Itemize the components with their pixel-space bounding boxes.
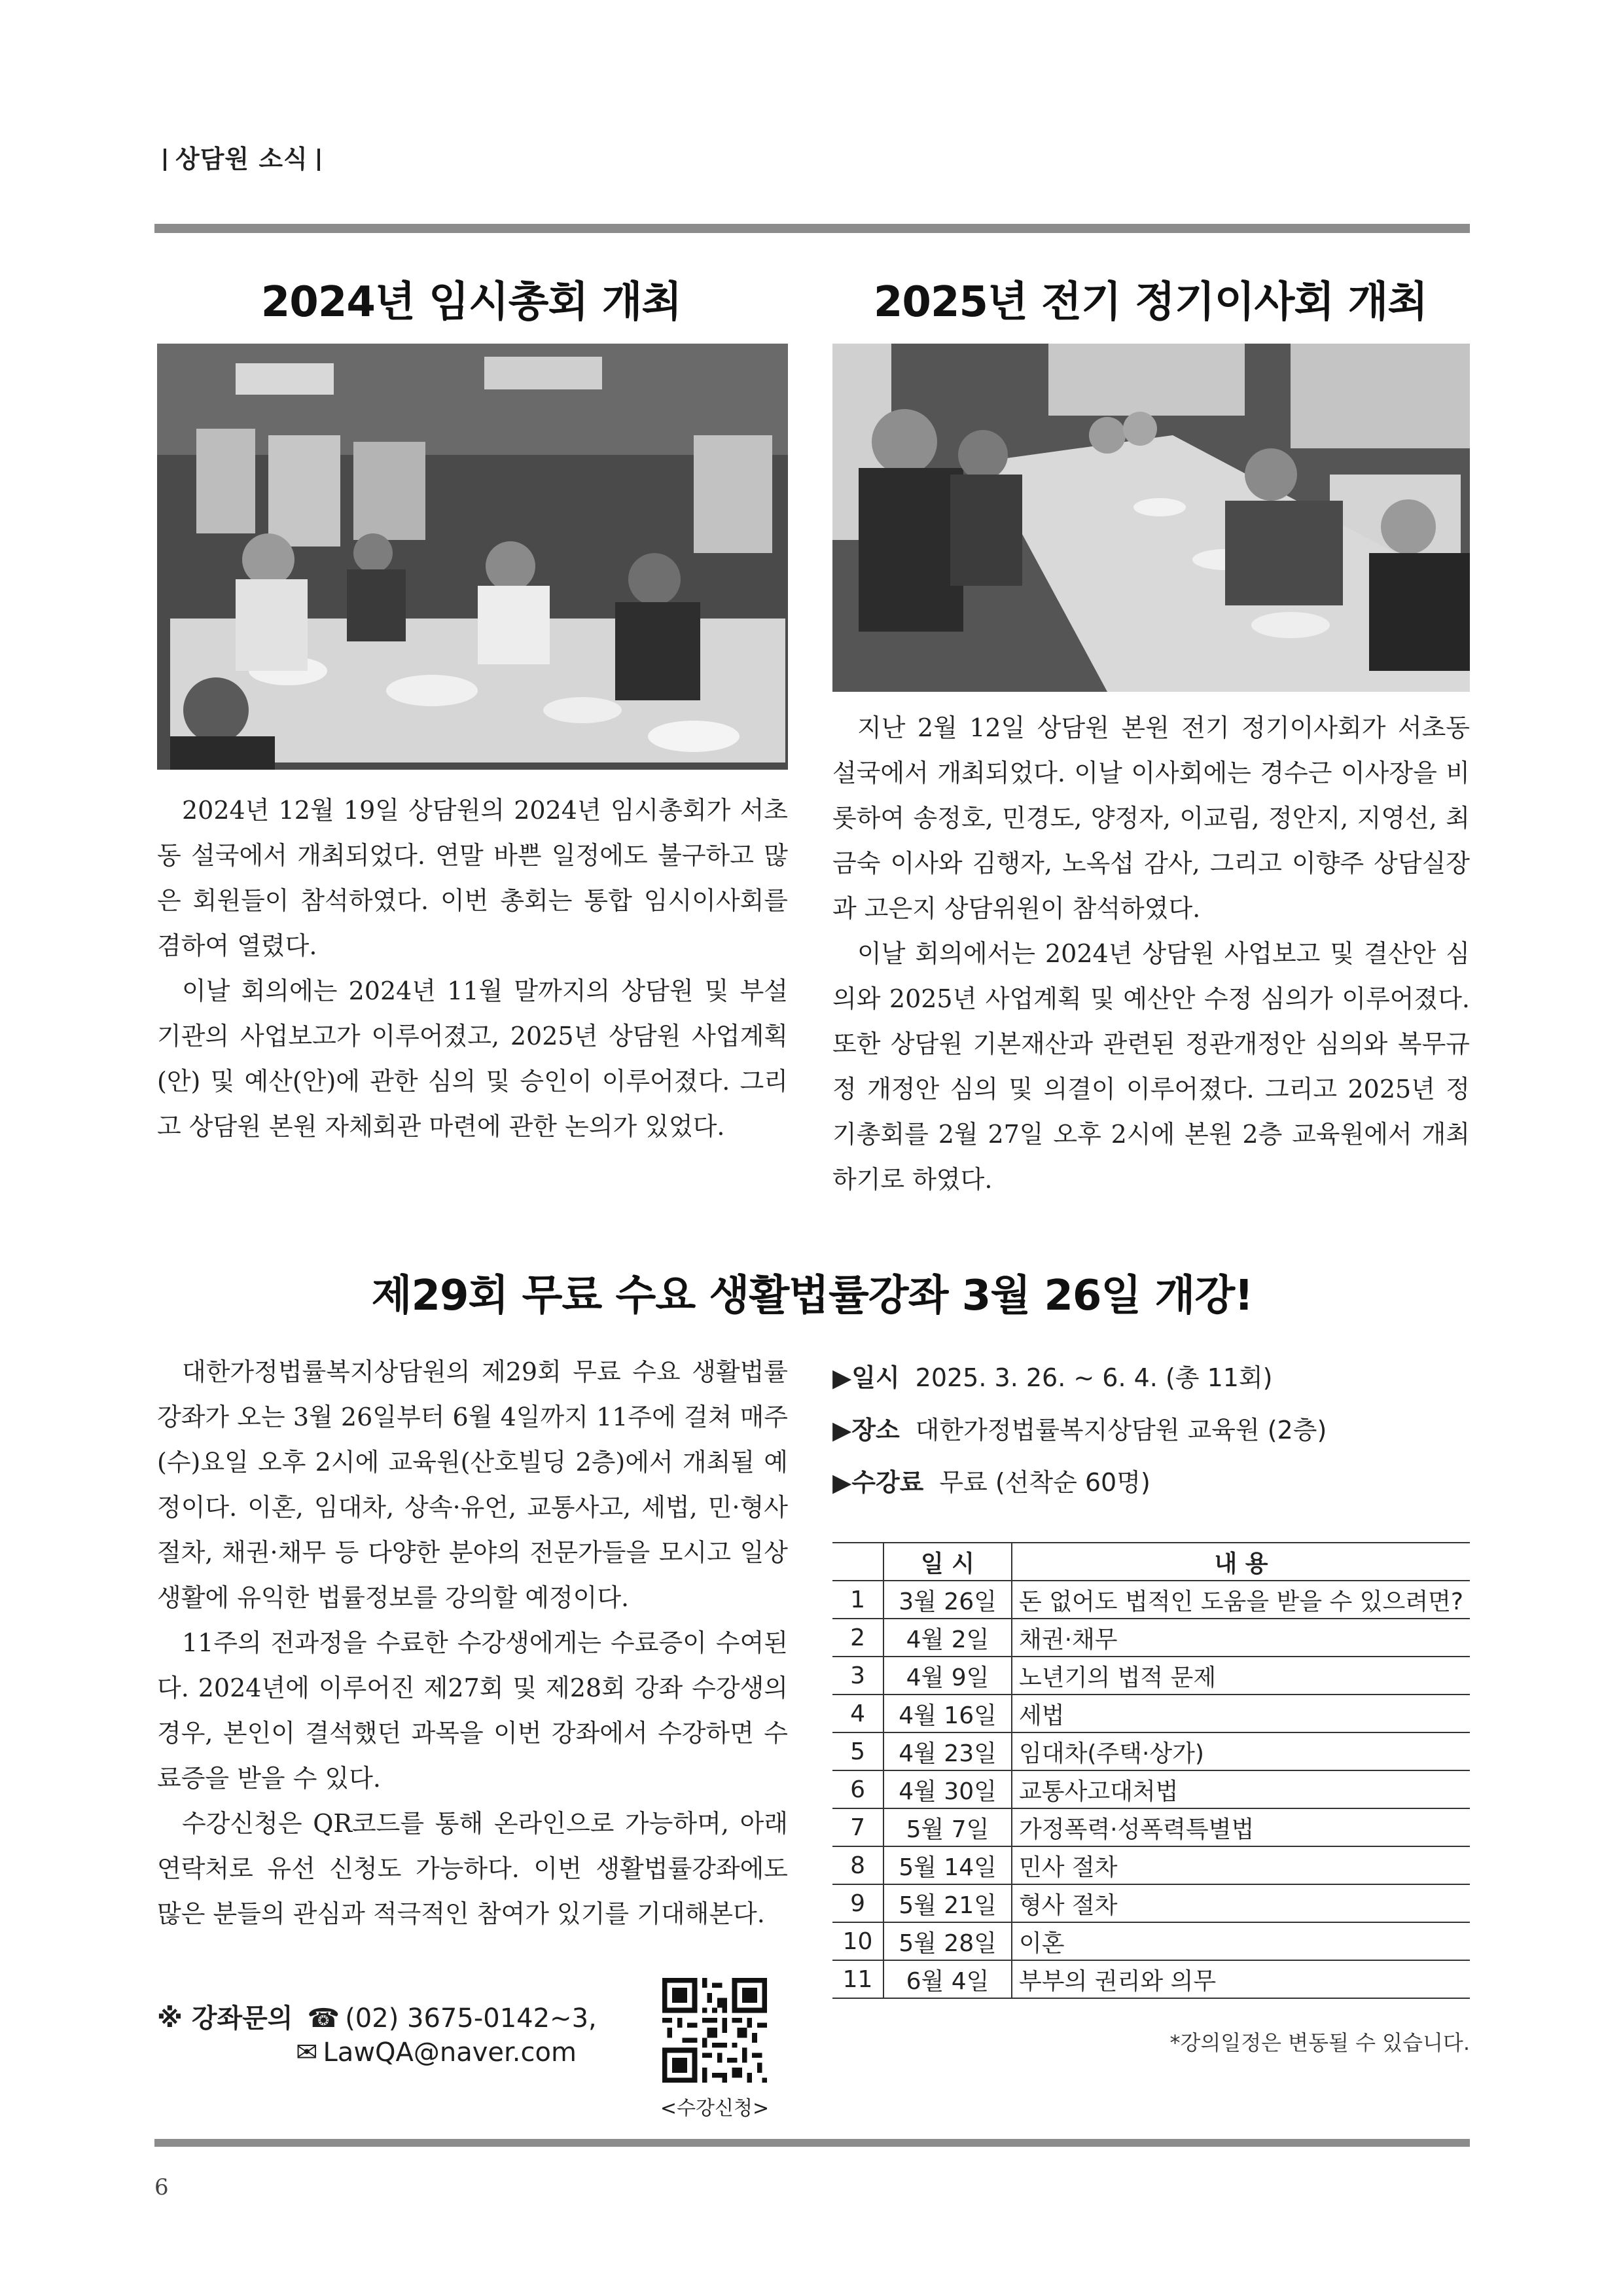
row-date: 4월 2일 [883, 1619, 1012, 1657]
row-topic: 임대차(주택·상가) [1012, 1732, 1470, 1770]
info-fee-label: 수강료 [851, 1468, 924, 1497]
row-date: 5월 21일 [883, 1884, 1012, 1922]
row-no: 9 [832, 1884, 883, 1922]
row-no: 11 [832, 1960, 883, 1998]
triangle-icon: ▶ [832, 1468, 852, 1497]
table-row [832, 1960, 1470, 1998]
article-right-body [832, 706, 1470, 1202]
row-date: 4월 16일 [883, 1695, 1012, 1732]
table-row [832, 1732, 1470, 1770]
section-label-text: 상담원 소식 [175, 145, 308, 173]
row-date: 4월 23일 [883, 1732, 1012, 1770]
table-row [832, 1581, 1470, 1619]
info-date [832, 1361, 1272, 1394]
contact-email: LawQA@naver.com [323, 2037, 577, 2068]
triangle-icon: ▶ [832, 1416, 852, 1444]
qr-caption: <수강신청> [660, 2097, 770, 2120]
lecture-paragraph: 11주의 전과정을 수료한 수강생에게는 수료증이 수여된다. 2024년에 이루어진 제27회 및 제28회 강좌 수강생의 경우, 본인이 결석했던 과목을 이번 강좌에서 수강하면 수료증을 받을 수 있다. [157, 1628, 788, 1793]
schedule-header-no [832, 1543, 883, 1581]
contact-label: ※ 강좌문의 [157, 2003, 293, 2034]
row-no: 1 [832, 1581, 883, 1619]
row-no: 2 [832, 1619, 883, 1657]
schedule-header-date: 일 시 [883, 1543, 1012, 1581]
row-topic: 채권·채무 [1012, 1619, 1470, 1657]
row-no: 4 [832, 1695, 883, 1732]
info-date-value: 2025. 3. 26. ~ 6. 4. (총 11회) [915, 1363, 1273, 1392]
contact-email-line [296, 2037, 577, 2068]
row-topic: 교통사고대처법 [1012, 1770, 1470, 1808]
row-date: 3월 26일 [883, 1581, 1012, 1619]
row-date: 4월 9일 [883, 1657, 1012, 1695]
photo-board-meeting [832, 344, 1470, 692]
schedule-table [832, 1542, 1470, 1999]
table-row [832, 1770, 1470, 1808]
table-row [832, 1846, 1470, 1884]
lecture-paragraph: 수강신청은 QR코드를 통해 온라인으로 가능하며, 아래 연락처로 유선 신청도 가능하다. 이번 생활법률강좌에도 많은 분들의 관심과 적극적인 참여가 있기를 기대해본다. [157, 1809, 788, 1928]
lecture-title: 제29회 무료 수요 생활법률강좌 3월 26일 개강! [371, 1272, 1253, 1320]
row-topic: 이혼 [1012, 1922, 1470, 1960]
article-left-paragraph: 이날 회의에는 2024년 11월 말까지의 상담원 및 부설기관의 사업보고가 이루어졌고, 2025년 상담원 사업계획(안) 및 예산(안)에 관한 심의 및 승인이 이루어졌다. 그리고 상담원 본원 자체회관 마련에 관한 논의가 있었다. [157, 977, 788, 1141]
row-date: 5월 14일 [883, 1846, 1012, 1884]
section-label [154, 139, 329, 175]
phone-icon: ☎ [307, 2003, 340, 2034]
info-fee-value: 무료 (선착순 60명) [939, 1468, 1150, 1497]
lecture-paragraph: 대한가정법률복지상담원의 제29회 무료 수요 생활법률강좌가 오는 3월 26일부터 6월 4일까지 11주에 걸쳐 매주 (수)요일 오후 2시에 교육원(산호빌딩 2층)에서 개최될 예정이다. 이혼, 임대차, 상속·유언, 교통사고, 세법, 민·형사절차, 채권·채무 등 다양한 분야의 전문가들을 모시고 일상생활에 유익한 법률정보를 강의할 예정이다. [157, 1357, 788, 1612]
schedule-header-row [832, 1543, 1470, 1581]
table-row [832, 1619, 1470, 1657]
row-no: 6 [832, 1770, 883, 1808]
row-topic: 부부의 권리와 의무 [1012, 1960, 1470, 1998]
schedule-header-topic: 내 용 [1012, 1543, 1470, 1581]
photo-general-meeting [157, 344, 788, 770]
row-date: 6월 4일 [883, 1960, 1012, 1998]
contact-phone-line [157, 1998, 597, 2035]
row-date: 5월 7일 [883, 1808, 1012, 1846]
row-no: 10 [832, 1922, 883, 1960]
schedule-note: *강의일정은 변동될 수 있습니다. [1169, 2030, 1470, 2055]
info-place-value: 대한가정법률복지상담원 교육원 (2층) [915, 1416, 1327, 1444]
info-fee [832, 1466, 1150, 1499]
lecture-body [157, 1350, 788, 1937]
row-date: 5월 28일 [883, 1922, 1012, 1960]
top-rule [154, 224, 1470, 233]
page-number: 6 [154, 2174, 169, 2200]
table-row [832, 1922, 1470, 1960]
row-no: 7 [832, 1808, 883, 1846]
article-left-paragraph: 2024년 12월 19일 상담원의 2024년 임시총회가 서초동 설국에서 개최되었다. 연말 바쁜 일정에도 불구하고 많은 회원들이 참석하였다. 이번 총회는 통합 임시이사회를 겸하여 열렸다. [157, 796, 788, 960]
article-right-paragraph: 지난 2월 12일 상담원 본원 전기 정기이사회가 서초동 설국에서 개최되었다. 이날 이사회에는 경수근 이사장을 비롯하여 송정호, 민경도, 양정자, 이교림, 정안지, 지영선, 최금숙 이사와 김행자, 노옥섭 감사, 그리고 이향주 상담실장과 고은지 상담위원이 참석하였다. [832, 713, 1470, 923]
article-right-paragraph: 이날 회의에서는 2024년 상담원 사업보고 및 결산안 심의와 2025년 사업계획 및 예산안 수정 심의가 이루어졌다. 또한 상담원 기본재산과 관련된 정관개정안 심의와 복무규정 개정안 심의 및 의결이 이루어졌다. 그리고 2025년 정기총회를 2월 27일 오후 2시에 본원 2층 교육원에서 개최하기로 하였다. [832, 939, 1470, 1194]
info-place [832, 1414, 1327, 1446]
row-no: 3 [832, 1657, 883, 1695]
article-right-title: 2025년 전기 정기이사회 개최 [873, 278, 1428, 327]
table-row [832, 1808, 1470, 1846]
row-topic: 노년기의 법적 문제 [1012, 1657, 1470, 1695]
table-row [832, 1657, 1470, 1695]
row-topic: 형사 절차 [1012, 1884, 1470, 1922]
bottom-rule [154, 2139, 1470, 2147]
row-topic: 민사 절차 [1012, 1846, 1470, 1884]
row-no: 5 [832, 1732, 883, 1770]
article-left-title: 2024년 임시총회 개최 [260, 278, 682, 327]
article-left-body [157, 788, 788, 1149]
row-no: 8 [832, 1846, 883, 1884]
row-topic: 세법 [1012, 1695, 1470, 1732]
row-date: 4월 30일 [883, 1770, 1012, 1808]
qr-code[interactable] [662, 1978, 767, 2083]
triangle-icon: ▶ [832, 1363, 852, 1392]
info-place-label: 장소 [851, 1416, 900, 1444]
info-date-label: 일시 [851, 1363, 900, 1392]
mail-icon: ✉ [296, 2037, 318, 2068]
row-topic: 돈 없어도 법적인 도움을 받을 수 있으려면? [1012, 1581, 1470, 1619]
row-topic: 가정폭력·성폭력특별법 [1012, 1808, 1470, 1846]
table-row [832, 1884, 1470, 1922]
contact-phone: (02) 3675-0142~3, [345, 2003, 597, 2034]
table-row [832, 1695, 1470, 1732]
